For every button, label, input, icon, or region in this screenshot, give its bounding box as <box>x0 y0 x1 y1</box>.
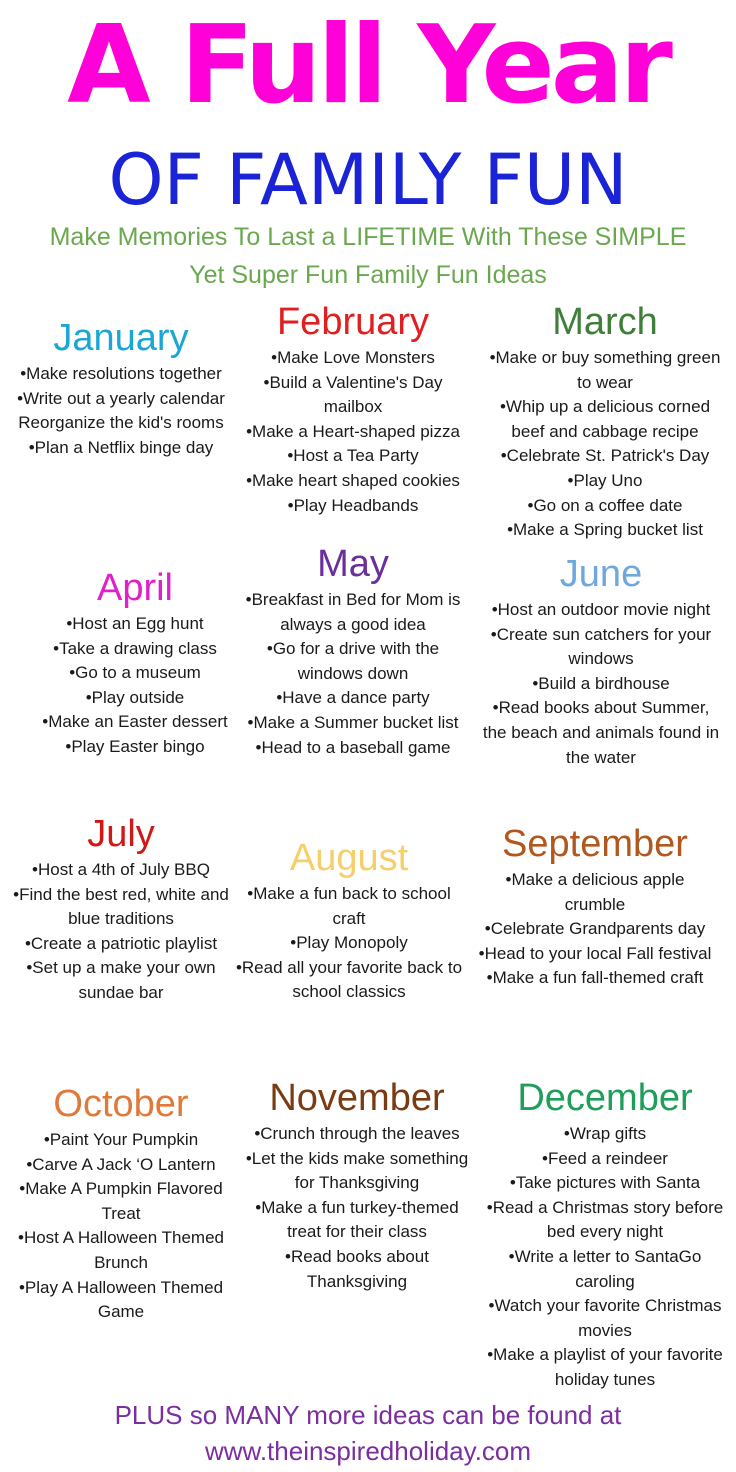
idea-item: •Read books about Summer, the beach and animals found in the water <box>482 698 720 767</box>
idea-item: •Take a drawing class <box>53 638 217 658</box>
idea-item: •Play Headbands <box>287 495 419 515</box>
idea-item: •Make a delicious apple crumble <box>505 870 685 914</box>
idea-item: •Make a fun back to school craft <box>247 884 451 928</box>
idea-item: •Host an Egg hunt <box>66 614 204 633</box>
idea-item: •Have a dance party <box>276 688 430 708</box>
idea-item: •Find the best red, white and blue traditions <box>13 884 229 929</box>
month-block-july <box>0 812 242 1006</box>
month-block-august <box>228 836 470 1005</box>
month-heading: November <box>269 1077 445 1119</box>
month-block-february <box>232 300 474 518</box>
idea-item: •Play Uno <box>567 470 643 490</box>
idea-item: •Go to a museum <box>69 663 201 683</box>
month-heading: September <box>502 823 688 865</box>
idea-item: •Make a Summer bucket list <box>247 712 459 732</box>
month-heading: February <box>276 301 430 343</box>
month-block-march <box>484 300 726 543</box>
idea-item: •Build a birdhouse <box>532 673 670 693</box>
idea-item: •Play Easter bingo <box>65 736 205 756</box>
idea-item: •Plan a Netflix binge day <box>28 437 214 457</box>
idea-item: •Host a 4th of July BBQ <box>32 860 210 879</box>
idea-item: •Make a fun turkey-themed treat for their class <box>255 1197 459 1242</box>
idea-item: •Make Love Monsters <box>271 348 435 367</box>
idea-item: •Go for a drive with the windows down <box>266 639 440 683</box>
month-block-december <box>484 1076 726 1393</box>
idea-item: •Breakfast in Bed for Mom is always a good idea <box>245 590 461 634</box>
idea-item: •Play outside <box>85 687 185 707</box>
idea-item: •Host a Tea Party <box>287 446 419 466</box>
idea-item: •Take pictures with Santa <box>509 1173 701 1193</box>
idea-item: •Make resolutions together <box>20 364 222 383</box>
month-block-may <box>232 542 474 760</box>
idea-item: •Go on a coffee date <box>527 495 683 515</box>
month-block-september <box>474 822 716 991</box>
idea-item: •Make A Pumpkin Flavored Treat <box>19 1179 223 1223</box>
idea-item: •Write a letter to SantaGo caroling <box>508 1246 702 1291</box>
idea-item: •Head to your local Fall festival <box>478 943 712 963</box>
idea-item: •Host an outdoor movie night <box>491 600 711 619</box>
month-heading: December <box>517 1077 693 1119</box>
month-heading: August <box>289 837 409 879</box>
idea-item: •Make an Easter dessert <box>42 712 228 732</box>
month-heading: June <box>559 553 643 595</box>
month-block-june <box>480 552 722 770</box>
idea-item: •Wrap gifts <box>563 1124 647 1143</box>
idea-item: •Create sun catchers for your windows <box>490 624 712 669</box>
idea-item: •Paint Your Pumpkin <box>43 1130 199 1149</box>
month-block-january <box>0 316 242 460</box>
month-heading: March <box>552 301 658 343</box>
idea-item: •Feed a reindeer <box>542 1148 668 1168</box>
page-title: A Full Year <box>67 3 669 128</box>
idea-item: •Watch your favorite Christmas movies <box>488 1296 722 1340</box>
idea-item: •Let the kids make something for Thanksgiving <box>245 1148 469 1193</box>
month-block-april <box>14 566 256 760</box>
idea-item: •Make a Heart-shaped pizza <box>246 421 460 441</box>
idea-item: •Write out a yearly calendar Reorganize the kid's rooms <box>17 388 225 433</box>
footer-line-1: PLUS so MANY more ideas can be found at <box>114 1400 622 1430</box>
idea-item: •Crunch through the leaves <box>254 1124 460 1143</box>
page-subtitle: OF FAMILY FUN <box>108 139 628 221</box>
idea-item: •Read books about Thanksgiving <box>285 1246 429 1291</box>
idea-item: •Play A Halloween Themed Game <box>18 1277 224 1322</box>
idea-item: •Make heart shaped cookies <box>246 470 460 490</box>
month-heading: January <box>53 317 189 359</box>
idea-item: •Whip up a delicious corned beef and cabbage recipe <box>499 397 711 441</box>
idea-item: •Read a Christmas story before bed every night <box>486 1197 724 1242</box>
idea-item: •Host A Halloween Themed Brunch <box>18 1228 224 1272</box>
idea-item: •Read all your favorite back to school classics <box>235 957 463 1002</box>
idea-item: •Build a Valentine's Day mailbox <box>263 372 443 417</box>
idea-item: •Make a fun fall-themed craft <box>486 968 704 988</box>
tagline-line-1: Make Memories To Last a LIFETIME With These SIMPLE <box>49 223 687 251</box>
tagline-line-2: Yet Super Fun Family Fun Ideas <box>189 261 547 289</box>
month-block-october <box>0 1082 242 1325</box>
idea-item: •Make a Spring bucket list <box>507 520 703 540</box>
month-heading: April <box>96 567 174 609</box>
month-block-november <box>236 1076 478 1294</box>
month-heading: July <box>87 813 155 855</box>
idea-item: •Set up a make your own sundae bar <box>26 958 216 1002</box>
month-heading: October <box>53 1083 189 1125</box>
idea-item: •Celebrate Grandparents day <box>484 919 706 939</box>
idea-item: •Celebrate St. Patrick's Day <box>500 446 710 466</box>
idea-item: •Make or buy something green to wear <box>489 348 721 392</box>
idea-item: •Head to a baseball game <box>255 737 451 757</box>
month-heading: May <box>317 543 389 585</box>
idea-item: •Create a patriotic playlist <box>24 933 218 953</box>
idea-item: •Make a playlist of your favorite holiday tunes <box>487 1345 723 1389</box>
idea-item: •Play Monopoly <box>290 933 408 953</box>
idea-item: •Carve A Jack ‘O Lantern <box>26 1154 216 1174</box>
footer-website[interactable]: www.theinspiredholiday.com <box>204 1436 532 1466</box>
